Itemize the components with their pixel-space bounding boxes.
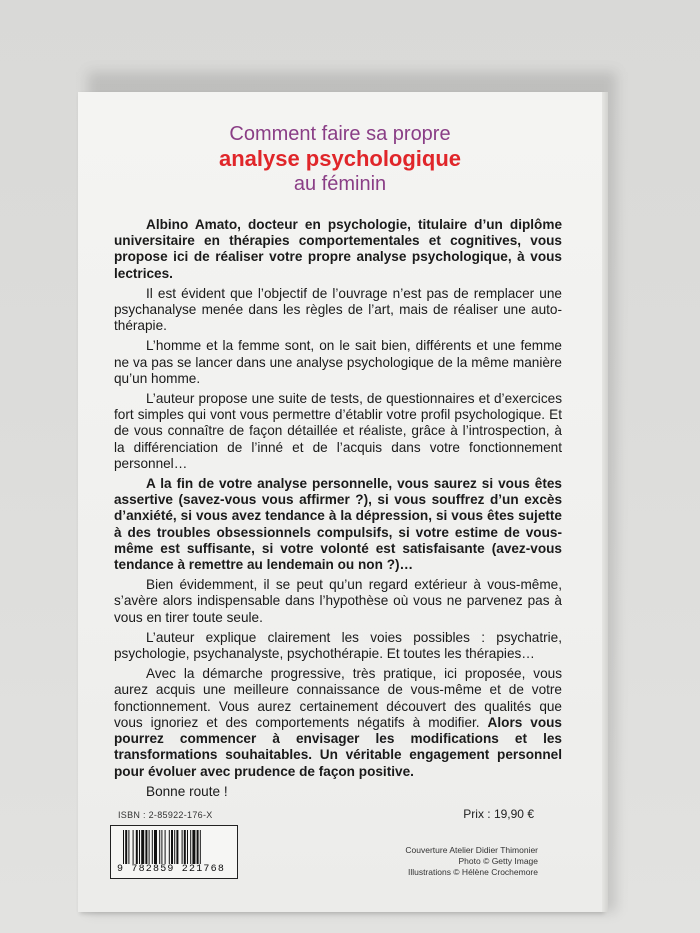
blurb xyxy=(114,217,562,804)
title-line-3: au féminin xyxy=(293,173,387,195)
price-label: Prix : 19,90 € xyxy=(463,807,534,821)
book-title xyxy=(78,122,602,196)
paragraph-paths: L’auteur explique clairement les voies possibles : psychatrie, psychologie, psychanalyste, psychothérapie. Et toutes les thérapies… xyxy=(114,629,562,662)
paragraph-difference: L’homme et la femme sont, on le sait bien, différents et une femme ne va pas se lancer dans une analyse psychologique de la même manière qu’un homme. xyxy=(114,338,562,386)
barcode-number: 9 782859 221768 xyxy=(117,864,226,875)
book-back-cover xyxy=(78,92,602,912)
conclusion-normal: Avec la démarche progressive, très pratique, ici proposée, vous aurez acquis une meilleure connaissance de vous-même et de votre fonctionnement. Vous aurez certainement découvert des qualités que vous ignoriez et des comportements négatifs à modifier. xyxy=(114,666,562,730)
barcode-frame xyxy=(110,825,238,879)
credit-illustrations: Illustrations © Hélène Crochemore xyxy=(407,867,538,877)
paragraph-intro: Albino Amato, docteur en psychologie, titulaire d’un diplôme universitaire en thérapies comportementales et cognitives, vous propose ici de réaliser votre propre analyse psychologique, à vous lectrices. xyxy=(114,217,562,281)
barcode-image xyxy=(123,830,229,864)
paragraph-farewell: Bonne route ! xyxy=(146,783,228,799)
credit-cover: Couverture Atelier Didier Thimonier xyxy=(405,845,538,855)
paragraph-tests: L’auteur propose une suite de tests, de questionnaires et d’exercices fort simples qui vont vous permettre d’établir votre profil psychologique. Et de vous connaître de façon détaillée et réaliste, grâce à l’introspection, à la différenciation de l’inné et de l’acquis dans votre fonctionnement personnel… xyxy=(114,391,562,471)
paragraph-outside-view: Bien évidemment, il se peut qu’un regard extérieur à vous-même, s’avère alors indispensable dans l’hypothèse où vous ne parvenez pas à vous en tirer toute seule. xyxy=(114,577,562,625)
title-line-1: Comment faire sa propre xyxy=(229,123,451,145)
book-page-edge xyxy=(602,92,608,912)
title-line-2: analyse psychologique xyxy=(218,146,462,171)
paragraph-conclusion xyxy=(114,666,562,779)
paragraph-results: A la fin de votre analyse personnelle, vous saurez si vous êtes assertive (savez-vous vous affirmer ?), si vous souffrez d’un excès d’anxiété, si vous avez tendance à la dépression, si vous êtes sujette à des troubles obsessionnels compulsifs, si votre estime de vous-même est suffisante, si votre volonté est satisfaisante (avez-vous tendance à remettre au lendemain ou non ?)… xyxy=(114,476,562,573)
isbn-label: ISBN : 2-85922-176-X xyxy=(118,810,213,820)
credits xyxy=(405,845,538,878)
credit-photo: Photo © Getty Image xyxy=(458,856,538,866)
conclusion-bold: Alors vous pourrez commencer à envisager les modifications et les transformations souhaitables. Un véritable engagement personnel pour évoluer avec prudence de façon positive. xyxy=(114,714,562,779)
paragraph-objective: Il est évident que l’objectif de l’ouvrage n’est pas de remplacer une psychanalyse menée dans les règles de l’art, mais de réaliser une auto-thérapie. xyxy=(114,285,562,334)
